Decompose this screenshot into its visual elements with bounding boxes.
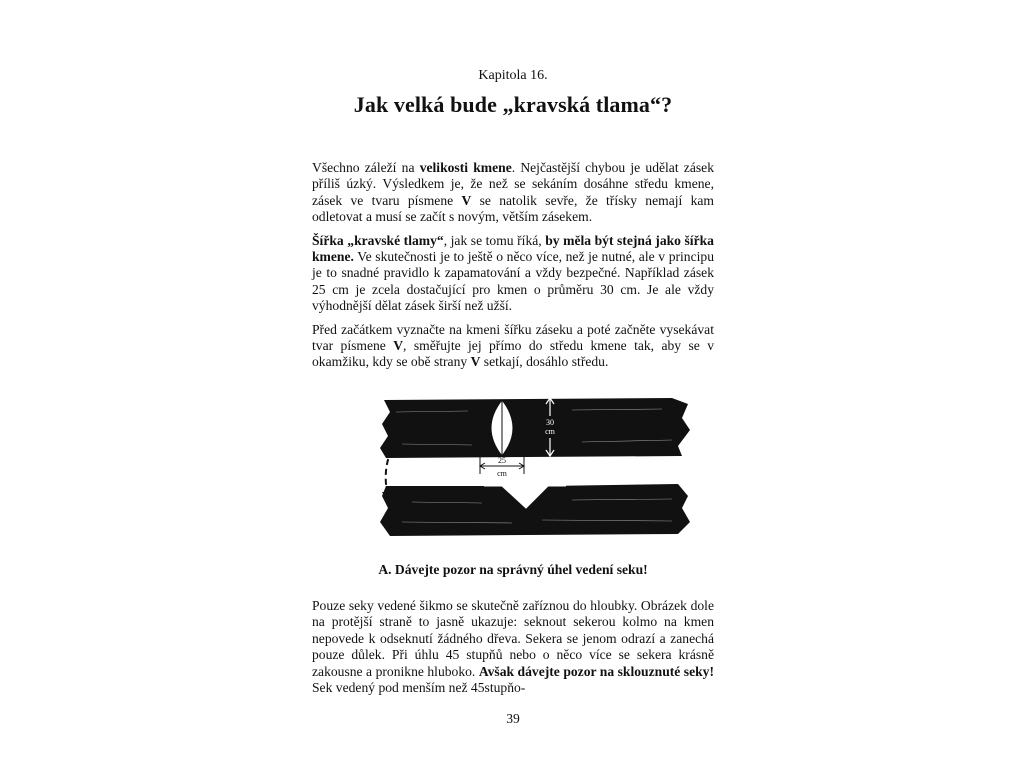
page-title: Jak velká bude „kravská tlama“? [353,92,673,117]
height-unit: cm [545,427,555,436]
log-notch-drawing [372,390,692,540]
upper-log [380,398,690,458]
page-number: 39 [506,711,520,726]
lower-log [380,484,690,536]
figure-caption: A. Dávejte pozor na správný úhel vedení seku! [378,562,648,577]
paragraph-2: Šířka „kravské tlamy“, jak se tomu říká, by měla být stejná jako šířka kmene. Ve skutečnosti je to ještě o něco více, než je nutné, ale v principu je to snadné pravidlo k zapamatování a vždy bezpečné. Například zásek 25 cm je zcela dostačující pro kmen o průměru 30 cm. Je ale vždy výhodnější dělat zásek širší než užší. [312,232,714,314]
width-unit: cm [497,469,507,478]
text-block-top [312,160,714,378]
width-label: 25 [498,456,506,465]
text-block-bottom [312,598,714,703]
paragraph-1: Všechno záleží na velikosti kmene. Nejčastější chybou je udělat zásek příliš úzký. Výsledkem je, že než se sekáním dosáhne středu kmene, zásek ve tvaru písmene V se natolik sevře, že třísky nemají kam odletovat a musí se začít s novým, větším zásekem. [312,160,714,225]
height-label: 30 [546,418,554,427]
paragraph-4: Pouze seky vedené šikmo se skutečně zaříznou do hloubky. Obrázek dole na protější straně to jasně ukazuje: seknout sekerou kolmo na kmen nepovede k odseknutí žádného dřeva. Sekera se jenom odrazí a zanechá pouze důlek. Při úhlu 45 stupňů nebo o něco více se sekera krásně zakousne a pronikne hluboko. Avšak dávejte pozor na sklouznuté seky! Sek vedený pod menším než 45stupňo- [312,598,715,696]
chapter-label: Kapitola 16. [478,68,548,83]
paragraph-3: Před začátkem vyznačte na kmeni šířku záseku a poté začněte vysekávat tvar písmene V, směřujte jej přímo do středu kmene tak, aby se v okamžiku, kdy se obě strany V setkají, dosáhlo středu. [312,321,714,370]
log-notch-illustration [372,390,692,540]
